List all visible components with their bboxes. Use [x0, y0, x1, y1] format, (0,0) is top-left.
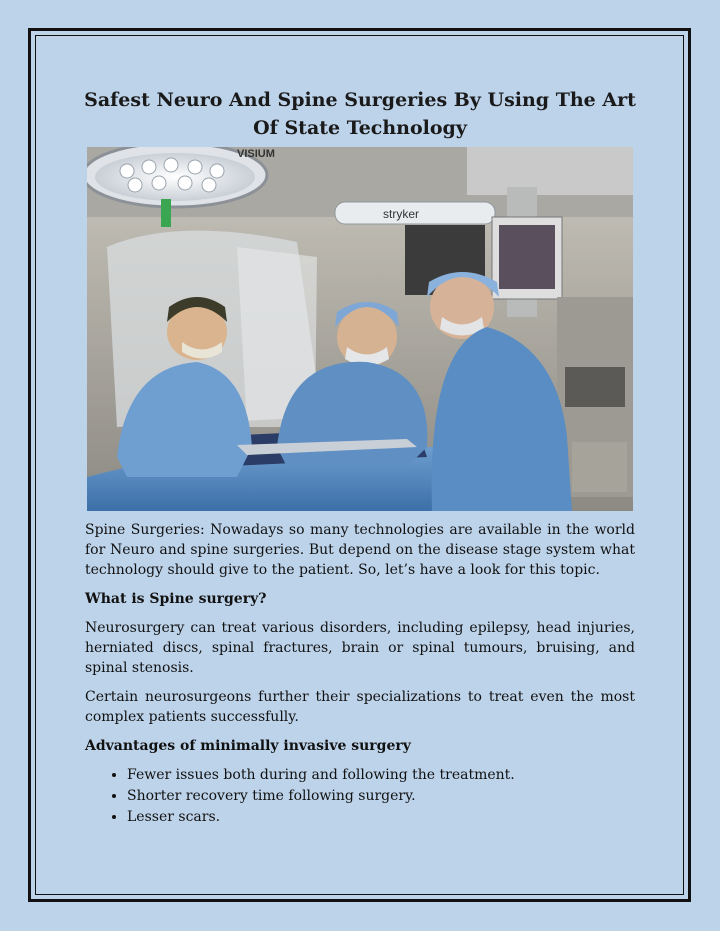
list-item: • Fewer issues both during and following the treatment.	[127, 765, 635, 786]
surgery-photo	[87, 147, 633, 511]
document-body	[85, 520, 635, 828]
boom-brand-text: stryker	[383, 207, 419, 221]
document-title: Safest Neuro And Spine Surgeries By Using The Art Of State Technology	[84, 89, 636, 139]
spine-surgery-paragraph-2: Certain neurosurgeons further their specializations to treat even the most complex patients successfully.	[85, 689, 635, 725]
section-heading-advantages: Advantages of minimally invasive surgery	[85, 738, 411, 754]
intro-paragraph: Spine Surgeries: Nowadays so many technologies are available in the world for Neuro and spine surgeries. But depend on the disease stage system what technology should give to the patient. So, let’s have a look for this topic.	[85, 522, 635, 578]
list-item: • Shorter recovery time following surgery.	[127, 786, 635, 807]
section-heading-spine-surgery: What is Spine surgery?	[85, 591, 267, 607]
spine-surgery-paragraph-1: Neurosurgery can treat various disorders, including epilepsy, head injuries, herniated discs, spinal fractures, brain or spinal tumours, bruising, and spinal stenosis.	[85, 620, 635, 676]
advantages-list	[85, 765, 635, 828]
lamp-brand-text: VISIUM	[237, 148, 275, 160]
list-item: • Lesser scars.	[127, 807, 635, 828]
